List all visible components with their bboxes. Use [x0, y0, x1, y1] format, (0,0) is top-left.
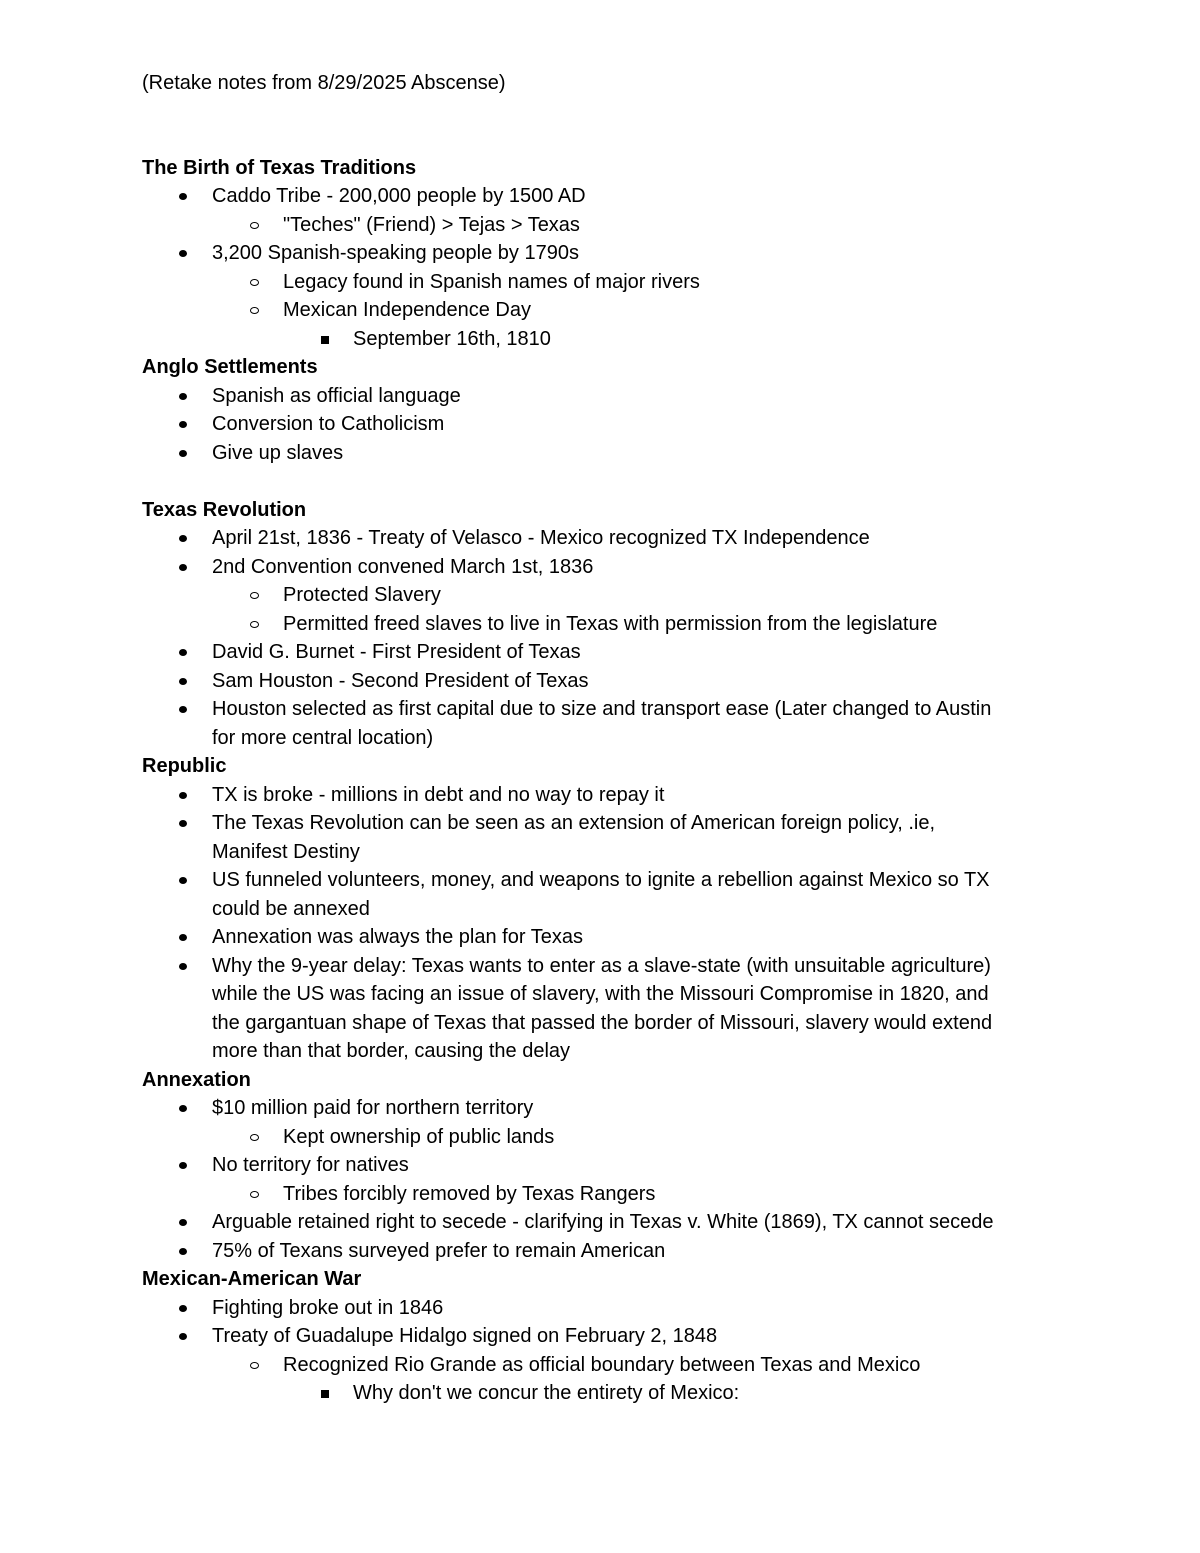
list-item — [142, 1237, 1062, 1266]
list-item-text-line: for more central location) — [212, 726, 434, 749]
list-item — [142, 553, 1062, 582]
list-item-text: Mexican Independence Day — [283, 299, 531, 321]
list-item — [142, 439, 1062, 468]
heading-anglo-settlements: Anglo Settlements — [142, 356, 318, 378]
birth-sublist — [142, 211, 1062, 240]
revolution-list — [142, 638, 1062, 752]
bullet-icon — [178, 1322, 198, 1351]
bullet-icon — [178, 952, 198, 981]
list-item-text: Legacy found in Spanish names of major rivers — [283, 270, 700, 293]
list-item-text-line: more than that border, causing the delay — [212, 1040, 571, 1062]
circle-bullet-icon — [249, 581, 269, 610]
list-item-text: Give up slaves — [212, 441, 344, 464]
bullet-icon — [178, 781, 198, 810]
list-item — [142, 952, 1062, 1066]
list-item — [142, 1094, 1062, 1123]
list-item — [142, 581, 1062, 610]
heading-republic: Republic — [142, 755, 227, 777]
anglo-list — [142, 382, 1062, 468]
list-item-text: Why don't we concur the entirety of Mexico: — [353, 1382, 740, 1404]
list-item — [142, 923, 1062, 952]
war-list — [142, 1294, 1062, 1351]
list-item — [142, 1123, 1062, 1152]
bullet-icon — [178, 524, 198, 553]
bullet-icon — [178, 923, 198, 952]
list-item-text: Caddo Tribe - 200,000 people by 1500 AD — [212, 185, 586, 207]
revolution-list — [142, 524, 1062, 581]
list-item-text: Annexation was always the plan for Texas — [212, 926, 583, 948]
list-item-text: Spanish as official language — [212, 384, 461, 407]
list-item-text-line: Houston selected as first capital due to size and transport ease (Later changed to Austin — [212, 698, 992, 720]
list-item — [142, 1322, 1062, 1351]
list-item-text: Conversion to Catholicism — [212, 413, 445, 435]
bullet-icon — [178, 239, 198, 268]
bullet-icon — [178, 695, 198, 724]
retake-note: (Retake notes from 8/29/2025 Abscense) — [142, 72, 506, 94]
list-item — [142, 1379, 1062, 1408]
heading-annexation: Annexation — [142, 1068, 251, 1091]
list-item — [142, 325, 1062, 354]
heading-birth-of-texas-traditions: The Birth of Texas Traditions — [142, 156, 417, 179]
war-subsublist — [142, 1379, 1062, 1408]
list-item — [142, 268, 1062, 297]
list-item-text: "Teches" (Friend) > Tejas > Texas — [283, 213, 580, 236]
list-item — [142, 239, 1062, 268]
list-item — [142, 382, 1062, 411]
list-item-text-line: while the US was facing an issue of slavery, with the Missouri Compromise in 1820, and — [212, 983, 989, 1005]
bullet-icon — [178, 1094, 198, 1123]
list-item-text-line: US funneled volunteers, money, and weapons to ignite a rebellion against Mexico so TX — [212, 869, 990, 891]
list-item — [142, 296, 1062, 325]
list-item — [142, 1294, 1062, 1323]
bullet-icon — [178, 182, 198, 211]
birth-subsublist — [142, 325, 1062, 354]
bullet-icon — [178, 1294, 198, 1323]
list-item-text: Protected Slavery — [283, 584, 441, 606]
list-item-text: Permitted freed slaves to live in Texas with permission from the legislature — [283, 612, 938, 635]
list-item — [142, 695, 1062, 752]
bullet-icon — [178, 809, 198, 838]
bullet-icon — [178, 410, 198, 439]
bullet-icon — [178, 553, 198, 582]
birth-list — [142, 239, 1062, 268]
list-item — [142, 1180, 1062, 1209]
list-item-text: September 16th, 1810 — [353, 327, 551, 350]
revolution-sublist — [142, 581, 1062, 638]
list-item — [142, 1208, 1062, 1237]
circle-bullet-icon — [249, 296, 269, 325]
birth-list — [142, 182, 1062, 211]
annexation-list — [142, 1151, 1062, 1180]
list-item-text: Tribes forcibly removed by Texas Rangers — [283, 1182, 656, 1205]
document-page — [142, 69, 1062, 1408]
bullet-icon — [178, 667, 198, 696]
list-item-text: $10 million paid for northern territory — [212, 1097, 534, 1119]
circle-bullet-icon — [249, 1123, 269, 1152]
list-item — [142, 182, 1062, 211]
list-item-text: 75% of Texans surveyed prefer to remain American — [212, 1239, 666, 1262]
bullet-icon — [178, 439, 198, 468]
list-item — [142, 524, 1062, 553]
circle-bullet-icon — [249, 268, 269, 297]
list-item-text: No territory for natives — [212, 1154, 409, 1176]
list-item-text: April 21st, 1836 - Treaty of Velasco - Mexico recognized TX Independence — [212, 527, 870, 549]
list-item-text: Arguable retained right to secede - clarifying in Texas v. White (1869), TX cannot secede — [212, 1211, 994, 1233]
list-item — [142, 1351, 1062, 1380]
list-item-text: 2nd Convention convened March 1st, 1836 — [212, 555, 594, 578]
annexation-list — [142, 1094, 1062, 1123]
list-item — [142, 809, 1062, 866]
list-item-text: TX is broke - millions in debt and no way to repay it — [212, 783, 665, 806]
circle-bullet-icon — [249, 610, 269, 639]
list-item-text-line: the gargantuan shape of Texas that passed the border of Missouri, slavery would extend — [212, 1011, 993, 1034]
war-sublist — [142, 1351, 1062, 1380]
list-item-text: Sam Houston - Second President of Texas — [212, 669, 589, 692]
republic-list — [142, 781, 1062, 1066]
bullet-icon — [178, 638, 198, 667]
list-item-text: David G. Burnet - First President of Texas — [212, 641, 581, 663]
bullet-icon — [178, 866, 198, 895]
list-item — [142, 410, 1062, 439]
circle-bullet-icon — [249, 211, 269, 240]
list-item-text: Treaty of Guadalupe Hidalgo signed on February 2, 1848 — [212, 1325, 718, 1347]
annexation-list — [142, 1208, 1062, 1265]
square-bullet-icon — [319, 1379, 339, 1408]
heading-mexican-american-war: Mexican-American War — [142, 1268, 362, 1290]
list-item — [142, 610, 1062, 639]
heading-texas-revolution: Texas Revolution — [142, 498, 307, 521]
annexation-sublist — [142, 1123, 1062, 1152]
list-item-text-line: could be annexed — [212, 897, 370, 920]
bullet-icon — [178, 382, 198, 411]
bullet-icon — [178, 1237, 198, 1266]
list-item-text-line: Manifest Destiny — [212, 840, 360, 863]
list-item — [142, 1151, 1062, 1180]
list-item-text: Kept ownership of public lands — [283, 1125, 555, 1148]
blank-line — [142, 467, 1062, 496]
bullet-icon — [178, 1151, 198, 1180]
list-item — [142, 866, 1062, 923]
square-bullet-icon — [319, 325, 339, 354]
bullet-icon — [178, 1208, 198, 1237]
list-item — [142, 781, 1062, 810]
list-item-text: 3,200 Spanish-speaking people by 1790s — [212, 242, 579, 264]
list-item — [142, 211, 1062, 240]
circle-bullet-icon — [249, 1351, 269, 1380]
list-item-text: Recognized Rio Grande as official boundary between Texas and Mexico — [283, 1353, 921, 1376]
list-item-text-line: The Texas Revolution can be seen as an extension of American foreign policy, .ie, — [212, 812, 936, 834]
annexation-sublist — [142, 1180, 1062, 1209]
circle-bullet-icon — [249, 1180, 269, 1209]
birth-sublist — [142, 268, 1062, 325]
list-item-text: Fighting broke out in 1846 — [212, 1296, 444, 1319]
list-item — [142, 638, 1062, 667]
list-item — [142, 667, 1062, 696]
list-item-text-line: Why the 9-year delay: Texas wants to enter as a slave-state (with unsuitable agriculture) — [212, 954, 991, 977]
